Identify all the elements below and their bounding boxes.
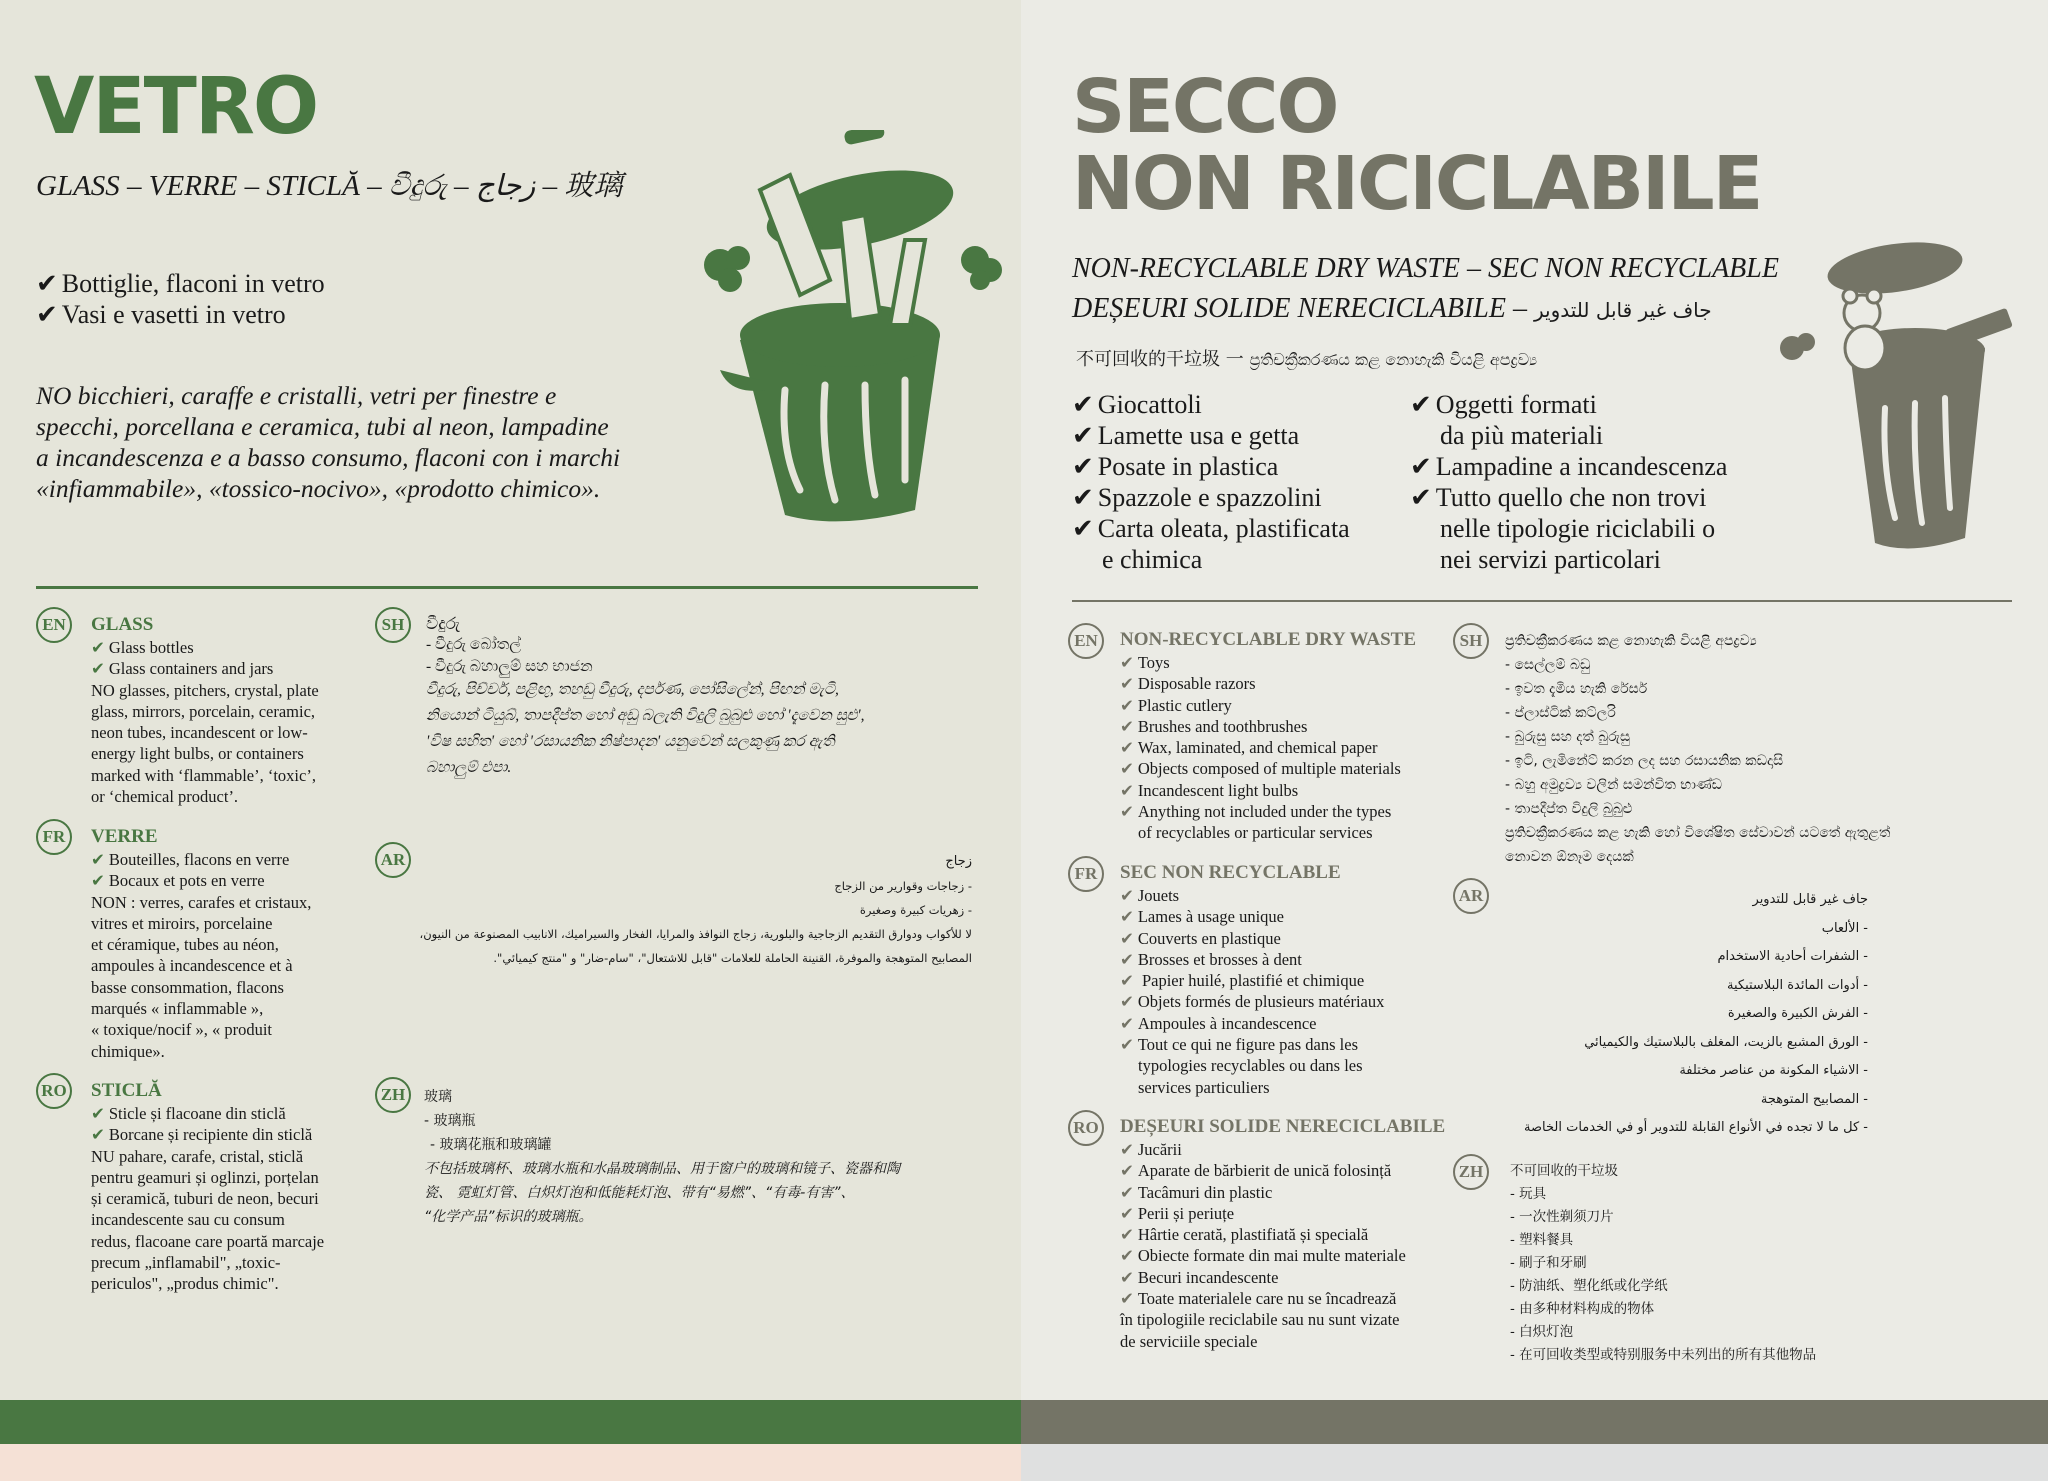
check-icon: ✔ [91,871,105,891]
vetro-zh-block: 玻璃 - 玻璃瓶 - 玻璃花瓶和玻璃罐 不包括玻璃杯、玻璃水瓶和水晶玻璃制品、用于窗户的玻璃和镜子、瓷器和陶 瓷、 霓虹灯管、白炽灯泡和低能耗灯泡、带有“易燃”、“有毒-有害”、 “化学产品”标识的玻璃瓶。 [424,1089,900,1225]
check-icon: ✔ [1120,1246,1134,1266]
check-icon: ✔ [1120,1225,1134,1245]
list-item: ✔ Carta oleata, plastificata [1072,514,1350,543]
lang-badge-en: EN [1068,623,1104,659]
vetro-ro-block: STICLĂ ✔ Sticle și flacoane din sticlă ✔ Borcane și recipiente din sticlă NU pahare, carafe, cristal, sticlă pentru geamuri și oglinzi, porțelan și ceramică, tuburi de neon, becuri incandescente sau cu consum redus, flacoane care poartă marcaje precum „inflamabil", „toxic- periculos", „produs chimic". [91,1080,325,1294]
check-icon: ✔ [1120,1161,1134,1181]
lang-badge-sh: SH [375,607,411,643]
check-icon: ✔ [1072,514,1094,543]
check-icon: ✔ [1120,1203,1134,1223]
check-icon: ✔ [1120,1182,1134,1202]
check-icon: ✔ [91,1125,105,1145]
vetro-main-list [36,268,325,330]
vetro-fr-block: VERRE ✔ Bouteilles, flacons en verre ✔ Bocaux et pots en verre NON : verres, carafes et cristaux, vitres et miroirs, porcelaine et céramique, tubes au néon, ampoules à incandescence et à basse consommation, flacons marqués « inflammable », « toxique/nocif », « produit chimique». [91,826,312,1061]
check-icon: ✔ [91,659,105,679]
check-icon: ✔ [1410,483,1432,512]
check-icon: ✔ [1072,483,1094,512]
check-icon: ✔ [1120,674,1134,694]
lang-badge-fr: FR [1068,856,1104,892]
secco-ro-block: DEȘEURI SOLIDE NERECICLABILE ✔ Jucării ✔ Aparate de bărbierit de unică folosință ✔ Tacâmuri din plastic ✔ Perii și periuțe ✔ Hârtie cerată, plastifiată și specială ✔ Obiecte formate din mai multe materiale ✔ Becuri incandescente ✔ Toate materialele care nu se încadrează în tipologiile reciclabile sau nu sunt vizate de serviciile speciale [1120,1116,1446,1351]
vetro-divider [36,586,978,589]
secco-subtitle-1: NON-RECYCLABLE DRY WASTE – SEC NON RECYCLABLE [1072,253,1779,284]
secco-divider [1072,600,2012,602]
secco-ar-block: جاف غير قابل للتدوير - الألعاب - الشفرات أحادية الاستخدام - أدوات المائدة البلاستيكية - الفرش الكبيرة والصغيرة - الورق المشبع بالزيت، المغلف بالبلاستيك والكيميائي - الاشياء المكونة من عناصر مختلفة - المصابيح المتوهجة - كل ما لا تجده في الأنواع القابلة للتدوير أو في الخدمات الخاصة [1524,892,1868,1135]
check-icon: ✔ [1120,907,1134,927]
check-icon: ✔ [36,300,58,329]
check-icon: ✔ [1120,1267,1134,1287]
vetro-en-block: GLASS ✔ Glass bottles ✔ Glass containers and jars NO glasses, pitchers, crystal, plate glass, mirrors, porcelain, ceramic, neon tubes, incandescent or low- energy light bulbs, or containers marked with ‘flammable’, ‘toxic’, or ‘chemical product’. [91,614,319,807]
check-icon: ✔ [1120,759,1134,779]
list-item: ✔ Giocattoli [1072,390,1202,419]
vetro-sh-block: වීදුරු - වීදුරු බෝතල් - වීදුරු බහාලුම් සහ භාජන වීදුරු, පිච්චර්, පළිඟු, තහඩු වීදුරු, දර්පණ, පෝසිලේන්, පිඟන් මැටි, නියොන් ටියුබ්, තාපදීප්ත හෝ අඩු බලැති විදුලි බුබුළු හෝ 'දැවෙන සුළු', 'විෂ සහිත' හෝ 'රසායනික නිෂ්පාදන' යනුවෙන් සලකුණු කර ඇති බහාලුම් එපා. [426,614,865,776]
list-item: ✔ Bottiglie, flaconi in vetro [36,269,325,298]
secco-zh-block: 不可回收的干垃圾 - 玩具 - 一次性剃须刀片 - 塑料餐具 - 刷子和牙刷 - 防油纸、塑化纸或化学纸 - 由多种材料构成的物体 - 白炽灯泡 - 在可回收类型或特别服务中未列出的所有其他物品 [1510,1163,1817,1363]
check-icon: ✔ [1120,653,1134,672]
vetro-ar-block: زجاج - زجاجات وقوارير من الزجاج - زهريات كبيرة وصغيرة لا للأكواب ودوارق التقديم الزجاجية والبلورية، زجاج النوافذ والمرايا، الفخار والسيراميك، الانابيب المصنوعة من النيون، المصابيح المتوهجة والموفرة، القنينة الحاملة للعلامات "قابل للاشتعال"، "سام-ضار" و "منتج كيميائي". [419,854,972,965]
lang-badge-zh: ZH [375,1077,411,1113]
list-item: ✔ Spazzole e spazzolini [1072,483,1322,512]
check-icon: ✔ [1120,1140,1134,1159]
lang-badge-sh: SH [1453,623,1489,659]
secco-title-line2: NON RICICLABILE [1072,141,1762,227]
vetro-subtitle: GLASS – VERRE – STICLĂ – වීදුරු – زجاج – 玻璃 [36,170,623,202]
lang-badge-zh: ZH [1453,1154,1489,1190]
list-item: ✔ Lampadine a incandescenza [1410,452,1728,481]
check-icon: ✔ [1072,390,1094,419]
vetro-bottom-strip [0,1444,1021,1481]
check-icon: ✔ [1120,716,1134,736]
secco-title-line1: SECCO [1072,64,1338,150]
secco-main-list-col1: ✔ Giocattoli ✔ Lamette usa e getta ✔ Posate in plastica ✔ Spazzole e spazzolini ✔ Carta oleata, plastificata e chimica [1072,390,1350,574]
secco-subtitle-2: DEȘEURI SOLIDE NERECICLABILE – جاف غير قابل للتدوير [1072,293,1712,324]
check-icon: ✔ [91,850,105,869]
check-icon: ✔ [1410,390,1432,419]
secco-en-block: NON-RECYCLABLE DRY WASTE ✔ Toys ✔ Disposable razors ✔ Plastic cutlery ✔ Brushes and toothbrushes ✔ Wax, laminated, and chemical paper ✔ Objects composed of multiple materials ✔ Incandescent light bulbs ✔ Anything not included under the types of recyclables or particular services [1120,629,1416,843]
check-icon: ✔ [1072,452,1094,481]
check-icon: ✔ [1072,421,1094,450]
check-icon: ✔ [91,638,105,657]
check-icon: ✔ [1120,738,1134,758]
check-icon: ✔ [1410,452,1432,481]
vetro-exclusions: NO bicchieri, caraffe e cristalli, vetri per finestre e specchi, porcellana e ceramica, tubi al neon, lampadine a incandescenza e a basso consumo, flaconi con i marchi «infiammabile», «tossico-nocivo», «prodotto chimico». [36,381,621,503]
vetro-title: VETRO [34,62,318,152]
check-icon: ✔ [1120,886,1134,905]
check-icon: ✔ [1120,949,1134,969]
lang-badge-fr: FR [36,819,72,855]
dry-waste-bin-illustration-icon [1770,238,2030,568]
check-icon: ✔ [1120,780,1134,800]
list-item: ✔ Oggetti formati [1410,390,1597,419]
check-icon: ✔ [1120,971,1134,991]
check-icon: ✔ [1120,992,1134,1012]
list-item: ✔ Vasi e vasetti in vetro [36,300,286,329]
lang-badge-ro: RO [1068,1110,1104,1146]
lang-badge-ar: AR [1453,878,1489,914]
lang-badge-ar: AR [375,842,411,878]
check-icon: ✔ [1120,928,1134,948]
secco-fr-block: SEC NON RECYCLABLE ✔ Jouets ✔ Lames à usage unique ✔ Couverts en plastique ✔ Brosses et brosses à dent ✔ Papier huilé, plastifié et chimique ✔ Objets formés de plusieurs matériaux ✔ Ampoules à incandescence ✔ Tout ce qui ne figure pas dans les typologies recyclables ou dans les services particuliers [1120,862,1385,1097]
lang-badge-en: EN [36,607,72,643]
check-icon: ✔ [1120,802,1134,822]
secco-main-list-col2: ✔ Oggetti formati da più materiali ✔ Lampadine a incandescenza ✔ Tutto quello che non trovi nelle tipologie riciclabili o nei servizi particolari [1410,390,1728,574]
check-icon: ✔ [1120,1013,1134,1033]
glass-bin-illustration-icon [690,130,1010,540]
vetro-footer-bar [0,1400,1021,1444]
list-item: ✔ Tutto quello che non trovi [1410,483,1707,512]
check-icon: ✔ [1120,1035,1134,1055]
check-icon: ✔ [1120,695,1134,715]
secco-footer-bar [1021,1400,2048,1444]
check-icon: ✔ [91,1104,105,1123]
list-item: ✔ Posate in plastica [1072,452,1279,481]
secco-bottom-strip [1021,1444,2048,1481]
list-item: ✔ Lamette usa e getta [1072,421,1300,450]
secco-sh-block: ප්‍රතිචක්‍රීකරණය කළ නොහැකි වියළි අපද්‍රව්‍ය - සෙල්ලම් බඩු - ඉවත දැමිය හැකි රේසර් - ප්ලාස්ටික් කට්ලරි - බුරුසු සහ දත් බුරුසු - ඉටි, ලැමිනේට් කරන ලද සහ රසායනික කඩදාසි - බහු අමුද්‍රව්‍ය වලින් සමන්විත භාණ්ඩ - තාපදීප්ත විදුලි බුබුළු ප්‍රතිචක්‍රීකරණය කළ හැකි හෝ විශේෂිත සේවාවන් යටතේ ඇතුළත් නොවන ඕනෑම දෙයක් [1505,633,1891,865]
secco-subtitle-3: 不可回收的干垃圾 一 ප්‍රතිචක්‍රීකරණය කළ නොහැකි වියළි අපද්‍රව්‍ය [1076,349,1538,370]
check-icon: ✔ [1120,1289,1134,1309]
lang-badge-ro: RO [36,1073,72,1109]
check-icon: ✔ [36,269,58,298]
